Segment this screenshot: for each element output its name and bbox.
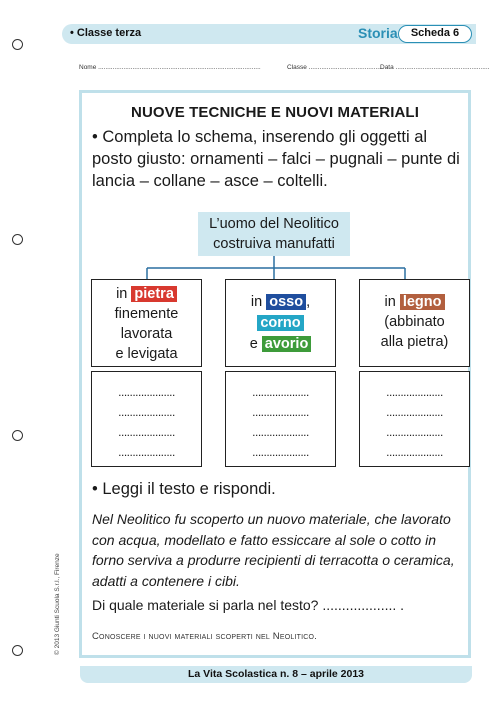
reading-instruction: • Leggi il testo e rispondi.: [92, 480, 276, 498]
comma: ,: [306, 294, 311, 310]
tag-pietra: pietra: [131, 286, 177, 302]
name-field[interactable]: Nome ..........................................................................................: [79, 64, 261, 71]
tag-avorio: avorio: [262, 336, 312, 352]
subject-label: Storia: [358, 25, 398, 41]
answer-line[interactable]: ....................: [252, 425, 309, 439]
box-prefix: in: [384, 294, 396, 310]
reading-question[interactable]: Di quale materiale si parla nel testo? ................... .: [92, 597, 405, 613]
box-text-line: (abbinato: [384, 314, 445, 330]
class-field[interactable]: Classe .........................................: [287, 64, 383, 71]
answer-box-wood[interactable]: [359, 371, 470, 467]
center-concept-box: [198, 212, 350, 256]
box-and: e: [249, 336, 258, 352]
answer-line[interactable]: ....................: [118, 385, 175, 399]
material-box-wood: [359, 279, 470, 367]
answer-line[interactable]: ....................: [118, 405, 175, 419]
date-field[interactable]: Data ....................................................: [380, 64, 490, 71]
sheet-label: Scheda 6: [410, 27, 460, 39]
box-prefix: in: [250, 294, 263, 310]
answer-line[interactable]: ....................: [386, 425, 443, 439]
answer-line[interactable]: ....................: [118, 425, 175, 439]
worksheet-title: NUOVE TECNICHE E NUOVI MATERIALI: [131, 104, 419, 121]
answer-line[interactable]: ....................: [386, 445, 443, 459]
answer-line[interactable]: ....................: [386, 405, 443, 419]
answer-line[interactable]: ....................: [118, 445, 175, 459]
answer-line[interactable]: ....................: [252, 445, 309, 459]
tag-corno: corno: [257, 315, 303, 331]
box-text-line: finemente: [114, 306, 179, 322]
center-concept-text: L’uomo del Neolitico costruiva manufatti: [209, 216, 339, 252]
answer-line[interactable]: ....................: [252, 385, 309, 399]
tag-osso: osso: [266, 294, 306, 310]
footer-text: La Vita Scolastica n. 8 – aprile 2013: [187, 668, 365, 680]
box-text-line: lavorata: [120, 326, 173, 342]
tag-legno: legno: [400, 294, 445, 310]
copyright-text: © 2013 Giunti Scuola S.r.l., Firenze: [54, 553, 61, 655]
answer-line[interactable]: ....................: [386, 385, 443, 399]
box-text-line: alla pietra): [380, 334, 449, 350]
reading-passage: Nel Neolitico fu scoperto un nuovo materiale, che lavorato con acqua, modellato e fatto essiccare al sole o cotto in forno serviva a produrre recipienti di terracotta o ceramica, adatti a contenere i cibi.: [92, 511, 455, 589]
learning-objective: Conoscere i nuovi materiali scoperti nel Neolitico.: [92, 631, 317, 642]
answer-box-stone[interactable]: [91, 371, 202, 467]
material-box-stone: [91, 279, 202, 367]
class-label: • Classe terza: [70, 27, 142, 39]
box-prefix: in: [116, 286, 128, 302]
instruction-text: • Completa lo schema, inserendo gli oggetti al posto giusto: ornamenti – falci – pugnali – punte di lancia – collane – asce – coltelli.: [92, 128, 460, 190]
answer-line[interactable]: ....................: [252, 405, 309, 419]
answer-box-bone[interactable]: [225, 371, 336, 467]
box-text-line: e levigata: [115, 346, 178, 362]
material-box-bone: [225, 279, 336, 367]
